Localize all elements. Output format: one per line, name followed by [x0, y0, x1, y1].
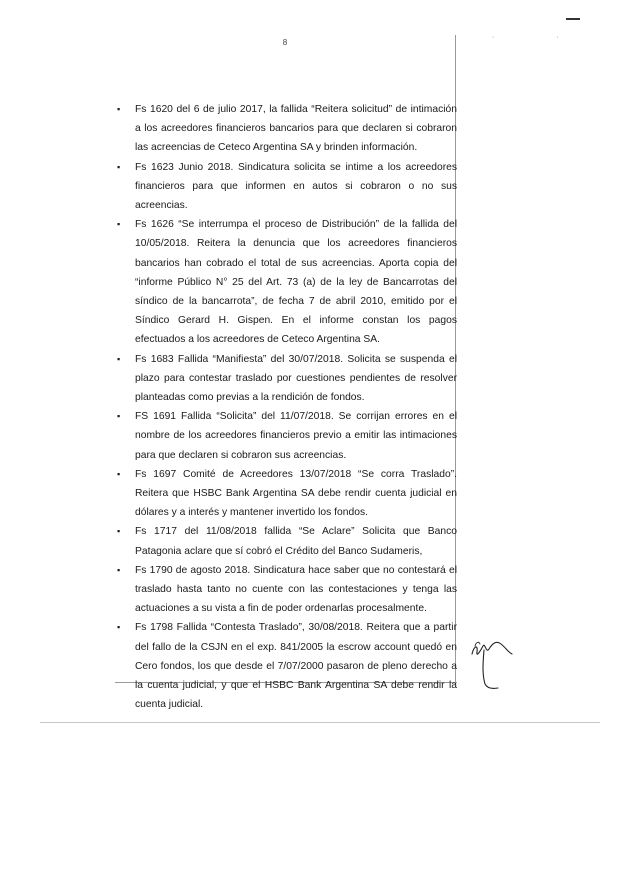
bullet-icon: ▪: [117, 104, 121, 114]
scan-fold-line: [40, 722, 600, 723]
list-item: [117, 158, 457, 216]
list-item: [117, 618, 457, 714]
entry-text: Fs 1717 del 11/08/2018 fallida “Se Aclare” Solicita que Banco Patagonia aclare que sí cobró el Crédito del Banco Sudameris,: [135, 526, 457, 557]
list-item: [117, 561, 457, 619]
entry-text: Fs 1790 de agosto 2018. Sindicatura hace saber que no contestará el traslado hasta tanto no cuente con las contestaciones y tenga las actuaciones a su vista a fin de poder ordenarlas procesalmente.: [135, 564, 457, 615]
list-item: [117, 465, 457, 523]
entry-text: Fs 1798 Fallida “Contesta Traslado”, 30/08/2018. Reitera que a partir del fallo de la CSJN en el exp. 841/2005 la escrow account quedó en Cero fondos, los que desde el 7/07/2000 pasaron de pleno derecho a la cuenta judicial, y que el HSBC Bank Argentina SA debe rendir la cuenta judicial.: [135, 622, 457, 711]
entry-text: Fs 1623 Junio 2018. Sindicatura solicita se intime a los acreedores financieros para que informen en autos si cobraron o no sus acreencias.: [135, 161, 457, 212]
bullet-icon: ▪: [117, 564, 121, 575]
entry-list: [117, 100, 457, 715]
list-item: [117, 350, 457, 408]
bullet-icon: ▪: [117, 161, 121, 172]
entry-text: Fs 1697 Comité de Acreedores 13/07/2018 “Se corra Traslado”. Reitera que HSBC Bank Argentina SA debe rendir cuenta judicial en dólares y a interés y mantener invertido los fondos.: [135, 468, 457, 519]
list-item: [117, 522, 457, 560]
bullet-icon: ▪: [117, 411, 121, 422]
corner-mark: [566, 18, 580, 20]
list-item: [117, 100, 457, 158]
entry-text: Fs 1620 del 6 de julio 2017, la fallida “Reitera solicitud” de intimación a los acreedores financieros bancarios para que declaren si cobraron las acreencias de Ceteco Argentina SA y brinden información.: [135, 104, 457, 154]
list-item: [117, 215, 457, 349]
bullet-icon: ▪: [117, 219, 121, 230]
list-item: [117, 407, 457, 465]
page-number: 8: [282, 38, 288, 47]
entry-text: FS 1691 Fallida “Solicita” del 11/07/2018. Se corrijan errores en el nombre de los acreedores financieros previo a emitir las intimaciones para que declaren si cobraron sus acreencias.: [135, 411, 457, 461]
bullet-icon: ▪: [117, 468, 121, 479]
scan-specks: · ·: [492, 34, 589, 41]
bullet-icon: ▪: [117, 622, 121, 633]
bullet-icon: ▪: [117, 353, 121, 364]
handwritten-signature: [468, 632, 518, 692]
entry-text: Fs 1626 “Se interrumpa el proceso de Distribución” de la fallida del 10/05/2018. Reitera la denuncia que los acreedores financieros bancarios han cobrado el total de sus acreencias. Aporta copia del “informe Público N° 25 del Art. 73 (a) de la ley de Bancarrotas del síndico de la bancarrota”, de fecha 7 de abril 2010, emitido por el Síndico Gerard H. Gispen. En el informe constan los pagos efectuados a los acreedores de Ceteco Argentina SA.: [135, 219, 457, 346]
bullet-icon: ▪: [117, 526, 121, 537]
entry-text: Fs 1683 Fallida “Manifiesta” del 30/07/2018. Solicita se suspenda el plazo para contestar traslado por cuestiones pendientes de resolver planteadas como previas a la rendición de fondos.: [135, 353, 457, 404]
